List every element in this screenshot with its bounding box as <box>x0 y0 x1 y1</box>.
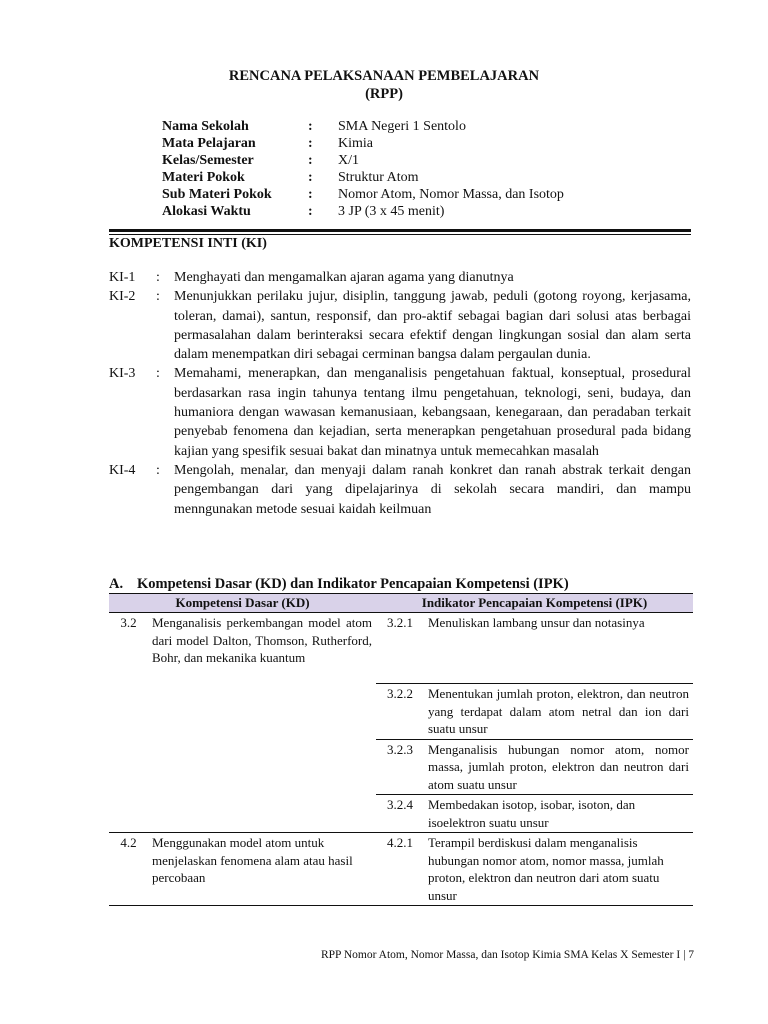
ki-colon: : <box>156 366 160 382</box>
kd-text: Menggunakan model atom untuk menjelaskan fenomena alam atau hasil percobaan <box>148 833 376 906</box>
identity-row <box>162 169 564 186</box>
ki-list <box>109 268 691 519</box>
kd-ipk-table <box>109 593 693 906</box>
identity-value: SMA Negeri 1 Sentolo <box>338 119 466 134</box>
ki-text: Menunjukkan perilaku jujur, disiplin, tanggung jawab, peduli (gotong royong, kerjasama, toleran, damai), santun, responsif, dan pro-aktif sebagai bagian dari solusi atas berbagai permasalahan dalam berinteraksi secara efektif dengan lingkungan sosial dan alam serta dalam menempatkan diri sebagai cerminan bangsa dalam pergaulan dunia. <box>174 289 691 363</box>
identity-colon: : <box>308 153 313 168</box>
table-row <box>109 833 693 906</box>
identity-block <box>162 118 564 220</box>
ki-text: Mengolah, menalar, dan menyaji dalam ranah konkret dan ranah abstrak terkait dengan pengembangan dari yang dipelajarinya di sekolah secara mandiri, dan mampu menngunakan metode sesuai kaidah keilmuan <box>174 462 691 517</box>
identity-label: Materi Pokok <box>162 170 245 185</box>
divider-thick <box>109 229 691 232</box>
header-ipk: Indikator Pencapaian Kompetensi (IPK) <box>376 594 693 613</box>
ipk-number: 3.2.4 <box>376 795 424 833</box>
identity-label: Mata Pelajaran <box>162 136 256 151</box>
table-header-row <box>109 594 693 613</box>
ki-item <box>109 287 691 364</box>
identity-row <box>162 152 564 169</box>
section-a-heading <box>109 576 569 593</box>
identity-value: Kimia <box>338 136 373 151</box>
ki-code: KI-3 <box>109 366 136 382</box>
ki-heading: KOMPETENSI INTI (KI) <box>109 236 267 251</box>
identity-row <box>162 203 564 220</box>
identity-colon: : <box>308 136 313 151</box>
ipk-text: Membedakan isotop, isobar, isoton, dan isoelektron suatu unsur <box>424 795 693 833</box>
identity-value: 3 JP (3 x 45 menit) <box>338 204 445 219</box>
ki-code: KI-2 <box>109 289 136 305</box>
identity-colon: : <box>308 187 313 202</box>
identity-colon: : <box>308 204 313 219</box>
document-subtitle: (RPP) <box>365 86 403 102</box>
ki-item <box>109 461 691 519</box>
identity-value: Nomor Atom, Nomor Massa, dan Isotop <box>338 187 564 202</box>
identity-row <box>162 118 564 135</box>
ki-item <box>109 364 691 460</box>
identity-value: X/1 <box>338 153 359 168</box>
ki-colon: : <box>156 289 160 305</box>
kd-number: 4.2 <box>109 833 148 906</box>
identity-label: Kelas/Semester <box>162 153 254 168</box>
identity-label: Alokasi Waktu <box>162 204 251 219</box>
identity-row <box>162 186 564 203</box>
ipk-number: 3.2.2 <box>376 684 424 740</box>
identity-colon: : <box>308 119 313 134</box>
ipk-text: Terampil berdiskusi dalam menganalisis hubungan nomor atom, nomor massa, jumlah proton, elektron dan neutron dari atom suatu unsur <box>424 833 693 906</box>
kd-text: Menganalisis perkembangan model atom dari model Dalton, Thomson, Rutherford, Bohr, dan mekanika kuantum <box>152 615 372 665</box>
ki-text: Menghayati dan mengamalkan ajaran agama yang dianutnya <box>174 270 514 285</box>
ki-colon: : <box>156 270 160 285</box>
ipk-text: Menganalisis hubungan nomor atom, nomor massa, jumlah proton, elektron dan neutron dari atom suatu unsur <box>424 739 693 795</box>
divider-thin <box>109 234 691 235</box>
ki-item <box>109 268 691 287</box>
page-footer: RPP Nomor Atom, Nomor Massa, dan Isotop Kimia SMA Kelas X Semester I | 7 <box>320 949 694 961</box>
identity-row <box>162 135 564 152</box>
section-title: Kompetensi Dasar (KD) dan Indikator Pencapaian Kompetensi (IPK) <box>137 576 569 592</box>
identity-label: Sub Materi Pokok <box>162 187 272 202</box>
table-row <box>109 613 693 684</box>
ki-code: KI-4 <box>109 462 136 478</box>
identity-value: Struktur Atom <box>338 170 419 185</box>
ipk-number: 4.2.1 <box>376 833 424 906</box>
ki-code: KI-1 <box>109 270 136 285</box>
section-letter: A. <box>109 576 124 592</box>
document-title: RENCANA PELAKSANAAN PEMBELAJARAN <box>228 68 540 84</box>
ipk-number: 3.2.1 <box>387 615 413 630</box>
kd-number: 3.2 <box>120 615 137 630</box>
ipk-number: 3.2.3 <box>376 739 424 795</box>
header-kd: Kompetensi Dasar (KD) <box>109 594 376 613</box>
ki-text: Memahami, menerapkan, dan menganalisis pengetahuan faktual, konseptual, prosedural berdasarkan rasa ingin tahunya tentang ilmu pengetahuan, teknologi, seni, budaya, dan humaniora dengan wawasan kemanusiaan, kebangsaan, kenegaraan, dan peradaban terkait penyebab fenomena dan kejadian, serta menerapkan pengetahuan prosedural pada bidang kajian yang spesifik sesuai bakat dan minatnya untuk memecahkan masalah <box>174 366 691 459</box>
ipk-text: Menuliskan lambang unsur dan notasinya <box>428 615 645 630</box>
ki-colon: : <box>156 462 160 478</box>
ipk-text: Menentukan jumlah proton, elektron, dan neutron yang terdapat dalam atom netral dan ion dari suatu unsur <box>424 684 693 740</box>
identity-label: Nama Sekolah <box>162 119 249 134</box>
identity-colon: : <box>308 170 313 185</box>
